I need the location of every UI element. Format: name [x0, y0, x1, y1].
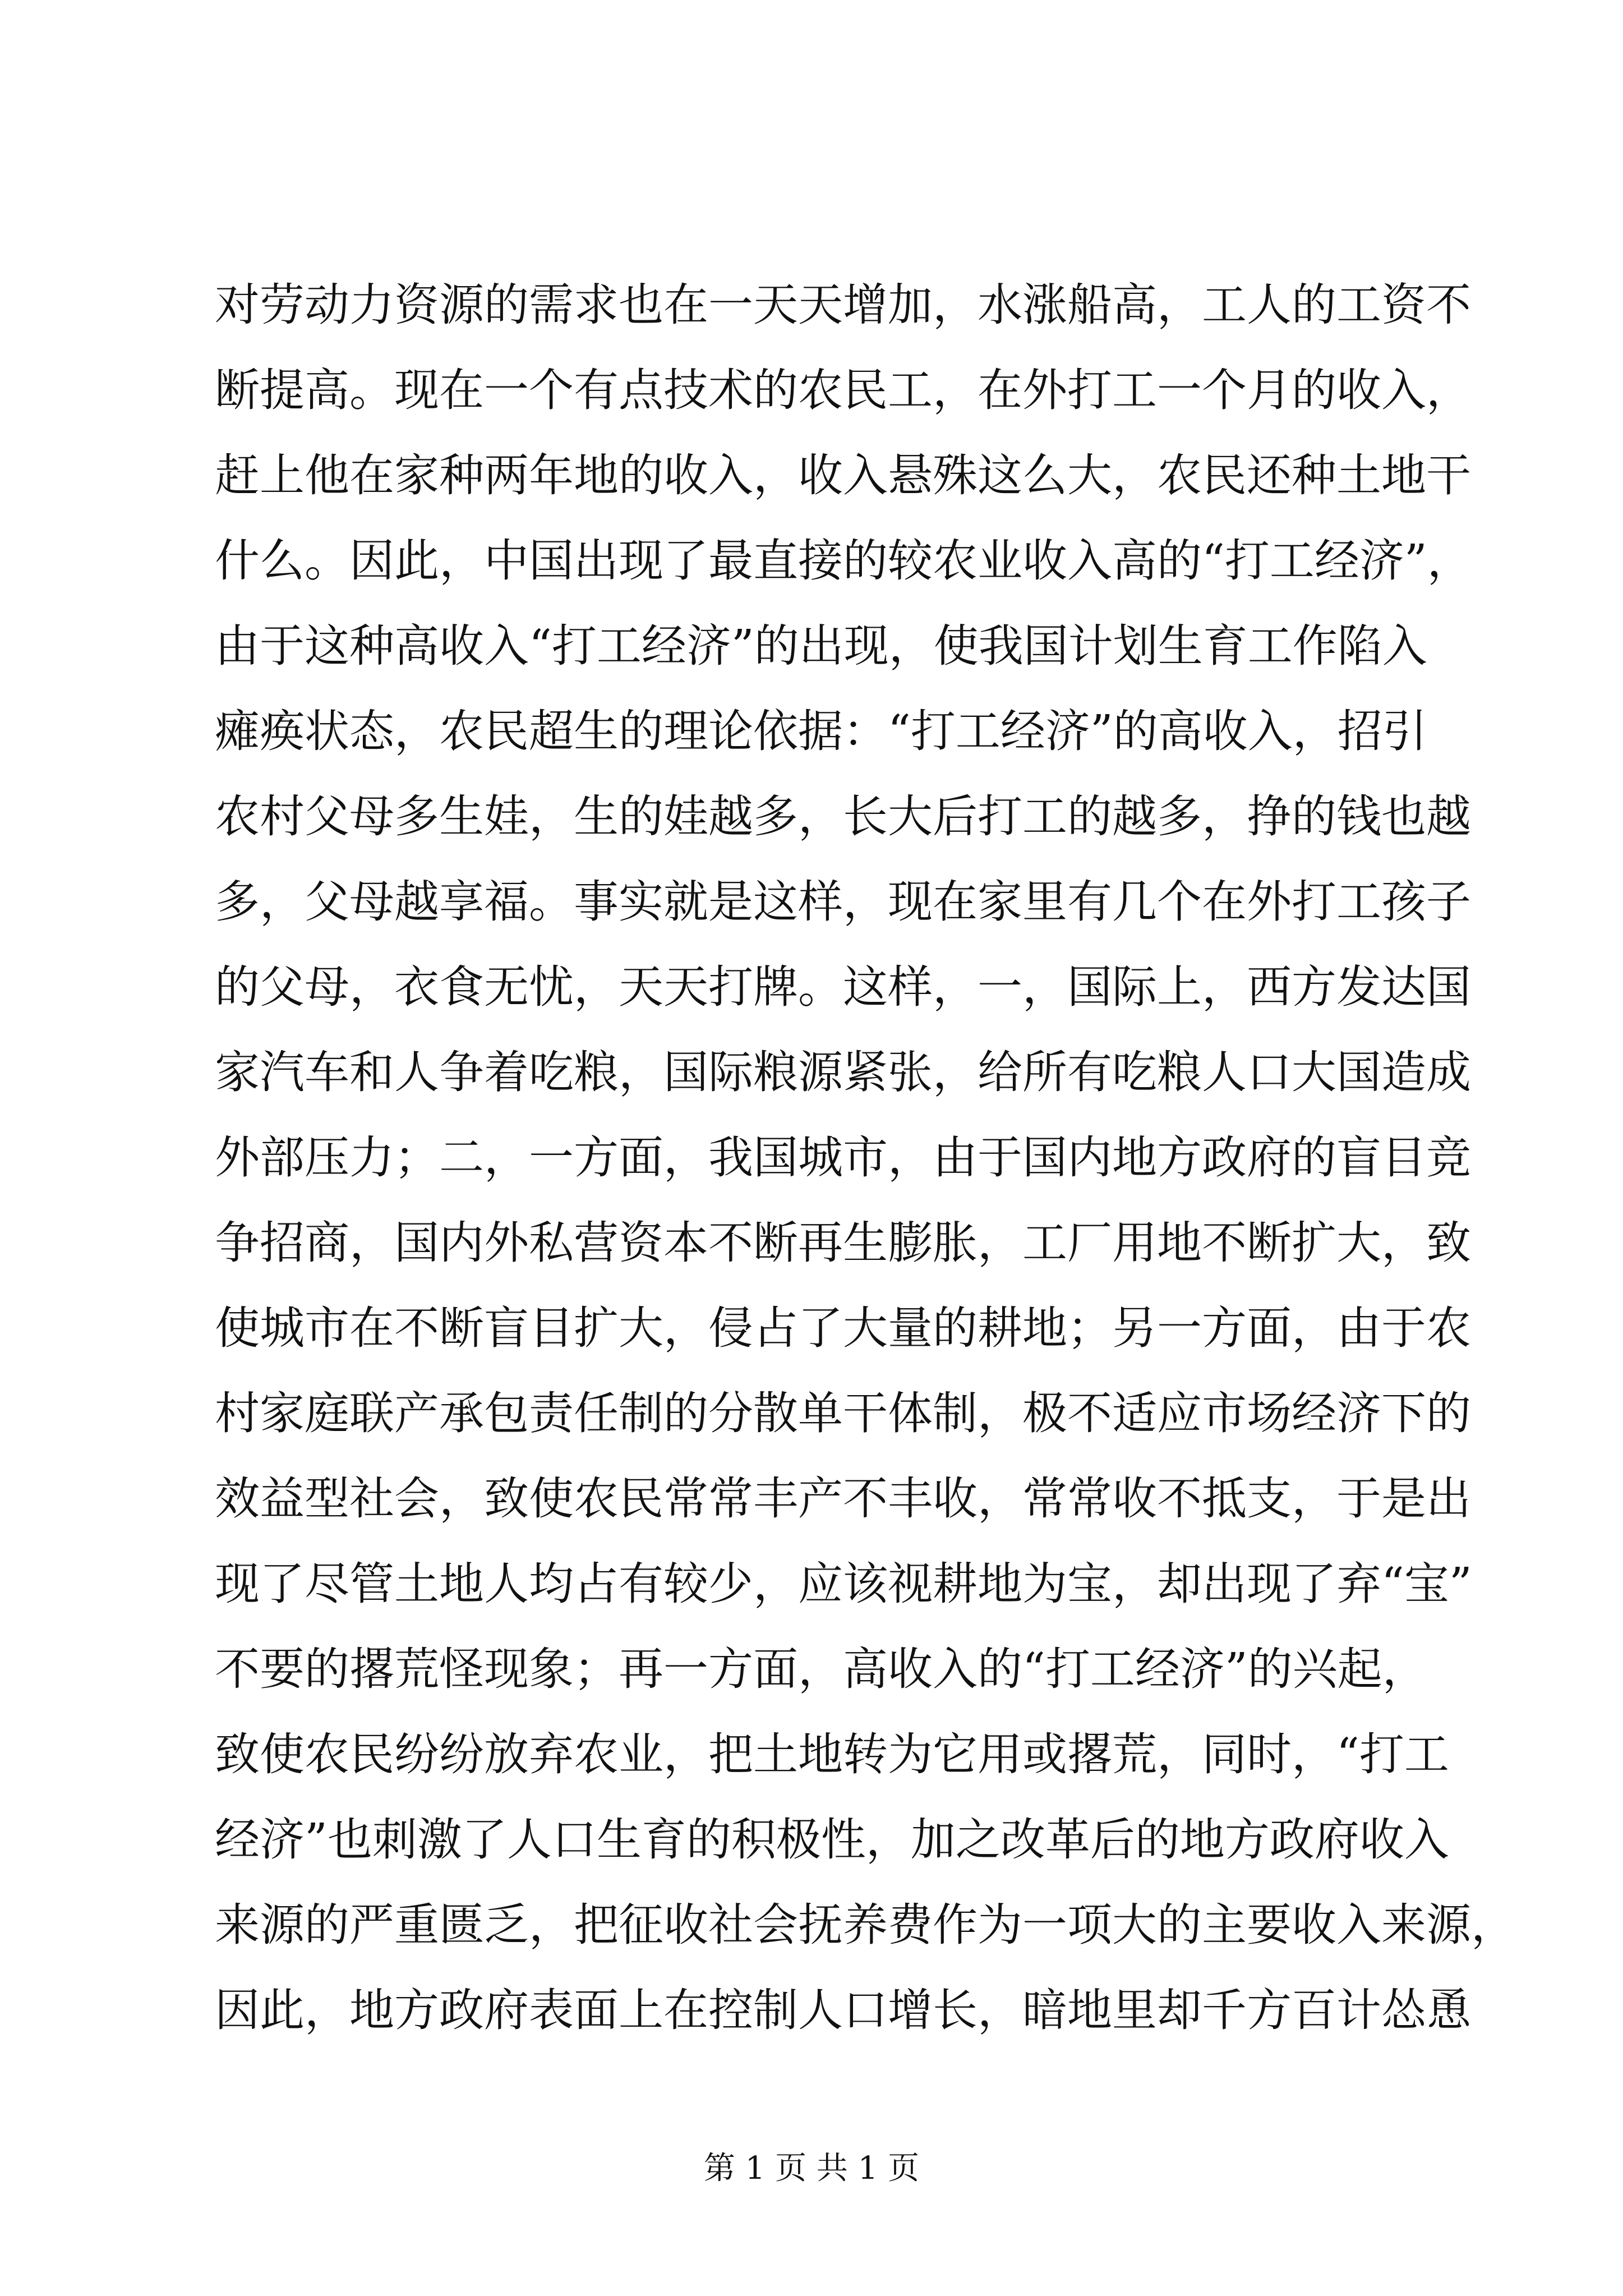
text-line: 村家庭联产承包责任制的分散单干体制，极不适应市场经济下的: [215, 1387, 1471, 1439]
text-line: 外部压力；二，一方面，我国城市，由于国内地方政府的盲目竞: [215, 1131, 1471, 1184]
page-footer: 第 1 页 共 1 页: [703, 2150, 920, 2187]
text-line: 致使农民纷纷放弃农业，把土地转为它用或撂荒，同时，“打工: [215, 1728, 1449, 1780]
text-line: 农村父母多生娃，生的娃越多，长大后打工的越多，挣的钱也越: [215, 790, 1471, 843]
text-line: 家汽车和人争着吃粮，国际粮源紧张，给所有吃粮人口大国造成: [215, 1046, 1471, 1098]
text-line: 的父母，衣食无忧，天天打牌。这样，一，国际上，西方发达国: [215, 961, 1471, 1013]
text-line: 使城市在不断盲目扩大，侵占了大量的耕地；另一方面，由于农: [215, 1302, 1471, 1354]
text-line: 现了尽管土地人均占有较少，应该视耕地为宝，却出现了弃“宝”: [215, 1558, 1472, 1610]
text-line: 赶上他在家种两年地的收入，收入悬殊这么大，农民还种土地干: [215, 449, 1471, 501]
text-line: 多，父母越享福。事实就是这样，现在家里有几个在外打工孩子: [215, 876, 1471, 928]
text-line: 不要的撂荒怪现象；再一方面，高收入的“打工经济”的兴起，: [215, 1643, 1427, 1695]
text-line: 由于这种高收入“打工经济”的出现，使我国计划生育工作陷入: [215, 620, 1427, 672]
text-line: 对劳动力资源的需求也在一天天增加，水涨船高，工人的工资不: [215, 279, 1471, 331]
text-line: 瘫痪状态，农民超生的理论依据：“打工经济”的高收入，招引: [215, 705, 1427, 757]
text-line: 来源的严重匮乏，把征收社会抚养费作为一项大的主要收入来源，: [215, 1899, 1516, 1951]
text-line: 因此，地方政府表面上在控制人口增长，暗地里却千方百计怂恿: [215, 1984, 1471, 2036]
text-line: 效益型社会，致使农民常常丰产不丰收，常常收不抵支，于是出: [215, 1473, 1471, 1525]
text-line: 什么。因此，中国出现了最直接的较农业收入高的“打工经济”，: [215, 535, 1472, 587]
text-line: 断提高。现在一个有点技术的农民工，在外打工一个月的收入，: [215, 364, 1471, 416]
text-line: 经济”也刺激了人口生育的积极性，加之改革后的地方政府收入: [215, 1814, 1449, 1866]
text-line: 争招商，国内外私营资本不断再生膨胀，工厂用地不断扩大，致: [215, 1217, 1471, 1269]
body-text: [215, 263, 1516, 2053]
